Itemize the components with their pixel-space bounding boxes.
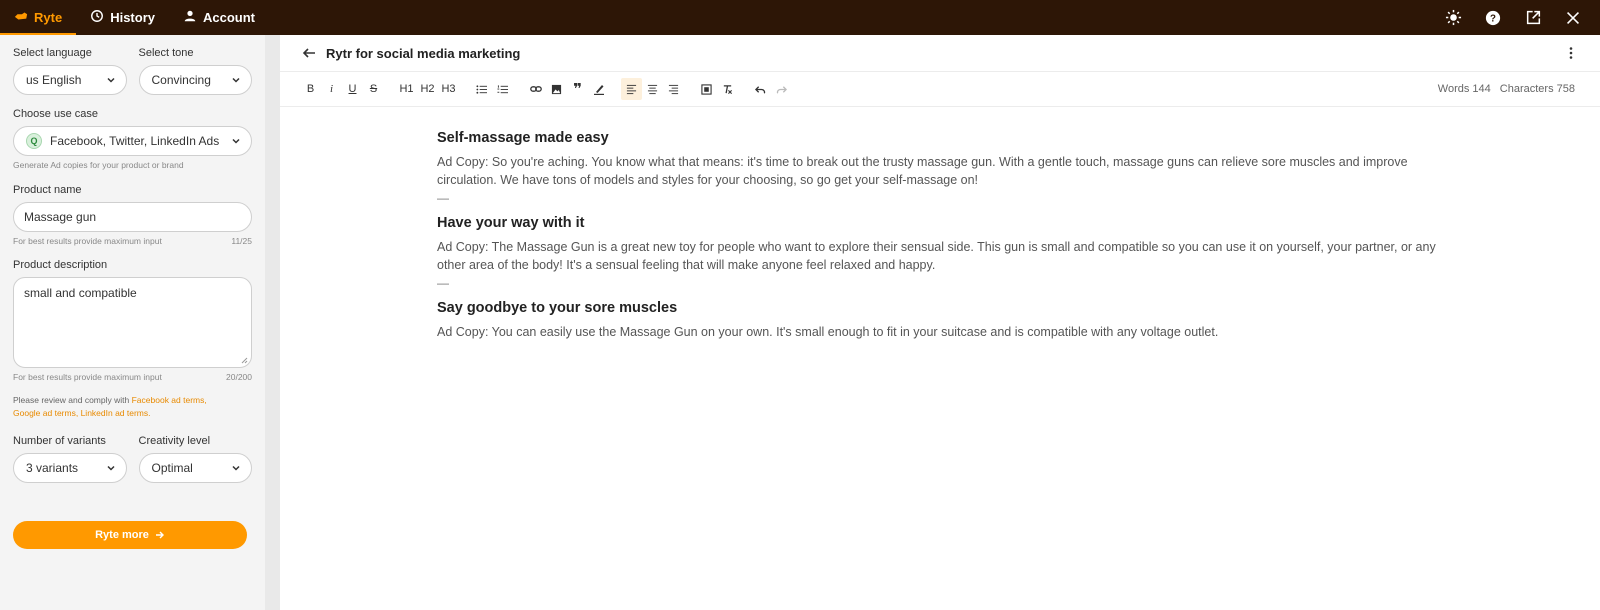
tone-label: Select tone: [138, 47, 194, 59]
facebook-terms-link[interactable]: Facebook ad terms,: [131, 395, 207, 405]
creativity-value: Optimal: [151, 461, 193, 475]
chevron-down-icon: [231, 136, 241, 146]
document-body[interactable]: [437, 130, 1437, 341]
nav-account-label: Account: [202, 10, 255, 25]
heading2-button[interactable]: H2: [420, 83, 435, 95]
ryte-more-button[interactable]: [13, 521, 247, 549]
underline-button[interactable]: U: [348, 83, 357, 95]
editor-header: [280, 35, 1600, 72]
nav-history[interactable]: [76, 0, 169, 35]
product-description-value: small and compatible: [24, 286, 137, 300]
variants-value: 3 variants: [26, 461, 79, 475]
hand-icon: [14, 9, 28, 26]
open-external-icon[interactable]: [1524, 9, 1542, 27]
product-description-count: 20/200: [226, 372, 252, 382]
nav-ryte-label: Ryte: [34, 10, 63, 25]
terms-notice: [13, 394, 252, 420]
close-icon[interactable]: [1564, 9, 1582, 27]
language-select[interactable]: [13, 65, 127, 95]
redo-icon[interactable]: [771, 78, 792, 100]
more-options-icon[interactable]: [1564, 46, 1578, 60]
link-icon[interactable]: [525, 78, 546, 100]
formatting-toolbar: [280, 72, 1600, 107]
language-value: us English: [26, 73, 82, 87]
chevron-down-icon: [106, 463, 116, 473]
product-name-input[interactable]: [13, 202, 252, 232]
svg-text:?: ?: [1490, 13, 1496, 25]
section-separator: —: [437, 276, 449, 290]
linkedin-terms-link[interactable]: LinkedIn ad terms.: [80, 408, 151, 418]
embed-icon[interactable]: [696, 78, 717, 100]
chevron-down-icon: [106, 75, 116, 85]
section-separator: —: [437, 191, 449, 205]
product-description-label: Product description: [13, 259, 108, 271]
brightness-icon[interactable]: [1444, 9, 1462, 27]
character-count: Characters 758: [1499, 83, 1575, 95]
variants-select[interactable]: [13, 453, 127, 483]
numbered-list-icon[interactable]: [492, 78, 513, 100]
creativity-select[interactable]: [139, 453, 253, 483]
tone-value: Convincing: [151, 73, 211, 87]
highlight-pen-icon[interactable]: [588, 78, 609, 100]
chevron-down-icon: [231, 75, 241, 85]
google-terms-link[interactable]: Google ad terms,: [13, 408, 79, 418]
terms-prefix: Please review and comply with: [13, 395, 130, 405]
sidebar-scrollbar[interactable]: [265, 35, 280, 610]
nav-account[interactable]: [169, 0, 269, 35]
editor-panel: [280, 35, 1600, 610]
product-description-textarea[interactable]: [13, 277, 252, 368]
word-count: Words 144: [1437, 83, 1491, 95]
chevron-down-icon: [231, 463, 241, 473]
heading1-button[interactable]: H1: [399, 83, 414, 95]
sidebar: [0, 35, 265, 610]
section-body: Ad Copy: You can easily use the Massage Gun on your own. It's small enough to fit in your suitcase and is compatible with any voltage outlet.: [437, 325, 1219, 339]
tone-select[interactable]: [139, 65, 253, 95]
product-name-count: 11/25: [231, 236, 252, 246]
use-case-value: Facebook, Twitter, LinkedIn Ads: [50, 134, 220, 148]
use-case-help: Generate Ad copies for your product or brand: [13, 160, 184, 170]
resize-grip-icon[interactable]: [241, 357, 248, 364]
image-icon[interactable]: [546, 78, 567, 100]
quote-icon[interactable]: ❞: [573, 81, 582, 98]
align-center-icon[interactable]: [642, 78, 663, 100]
product-description-hint: For best results provide maximum input: [13, 372, 162, 382]
nav-history-label: History: [110, 10, 155, 25]
bold-button[interactable]: B: [306, 83, 315, 95]
top-bar: [0, 0, 1600, 35]
nav-ryte[interactable]: [0, 0, 76, 35]
variants-label: Number of variants: [13, 435, 106, 447]
history-icon: [90, 9, 104, 26]
use-case-select[interactable]: [13, 126, 252, 156]
italic-button[interactable]: i: [329, 83, 334, 95]
arrow-right-icon: [155, 530, 165, 540]
product-name-label: Product name: [13, 184, 82, 196]
product-name-hint: For best results provide maximum input: [13, 236, 162, 246]
align-left-icon[interactable]: [621, 78, 642, 100]
section-heading: Self-massage made easy: [437, 130, 609, 146]
section-heading: Have your way with it: [437, 215, 585, 231]
strikethrough-button[interactable]: S: [369, 83, 378, 95]
document-stats: [1438, 83, 1580, 95]
product-name-value: Massage gun: [24, 210, 97, 224]
creativity-label: Creativity level: [138, 435, 211, 447]
section-heading: Say goodbye to your sore muscles: [437, 300, 678, 316]
use-case-icon: Q: [26, 133, 42, 149]
clear-format-icon[interactable]: [717, 78, 738, 100]
bullet-list-icon[interactable]: [471, 78, 492, 100]
help-icon[interactable]: [1484, 9, 1502, 27]
section-body: Ad Copy: So you're aching. You know what that means: it's time to break out the trusty massage gun. With a gentle touch, massage guns can relieve sore muscles and improve circulation. We have tons of models and styles for your choosing, so go get your self-massage on!: [437, 155, 1408, 187]
undo-icon[interactable]: [750, 78, 771, 100]
back-arrow-icon[interactable]: [302, 46, 316, 60]
use-case-label: Choose use case: [13, 108, 98, 120]
language-label: Select language: [13, 47, 92, 59]
ryte-more-label: Ryte more: [95, 529, 149, 541]
heading3-button[interactable]: H3: [441, 83, 456, 95]
section-body: Ad Copy: The Massage Gun is a great new toy for people who want to explore their sensual side. This gun is small and compatible so you can use it on yourself, your partner, or any other area of the body! It's a sensual feeling that will make anyone feel relaxed and happy.: [437, 240, 1436, 272]
user-icon: [183, 9, 197, 26]
align-right-icon[interactable]: [663, 78, 684, 100]
document-title: Rytr for social media marketing: [326, 45, 521, 61]
